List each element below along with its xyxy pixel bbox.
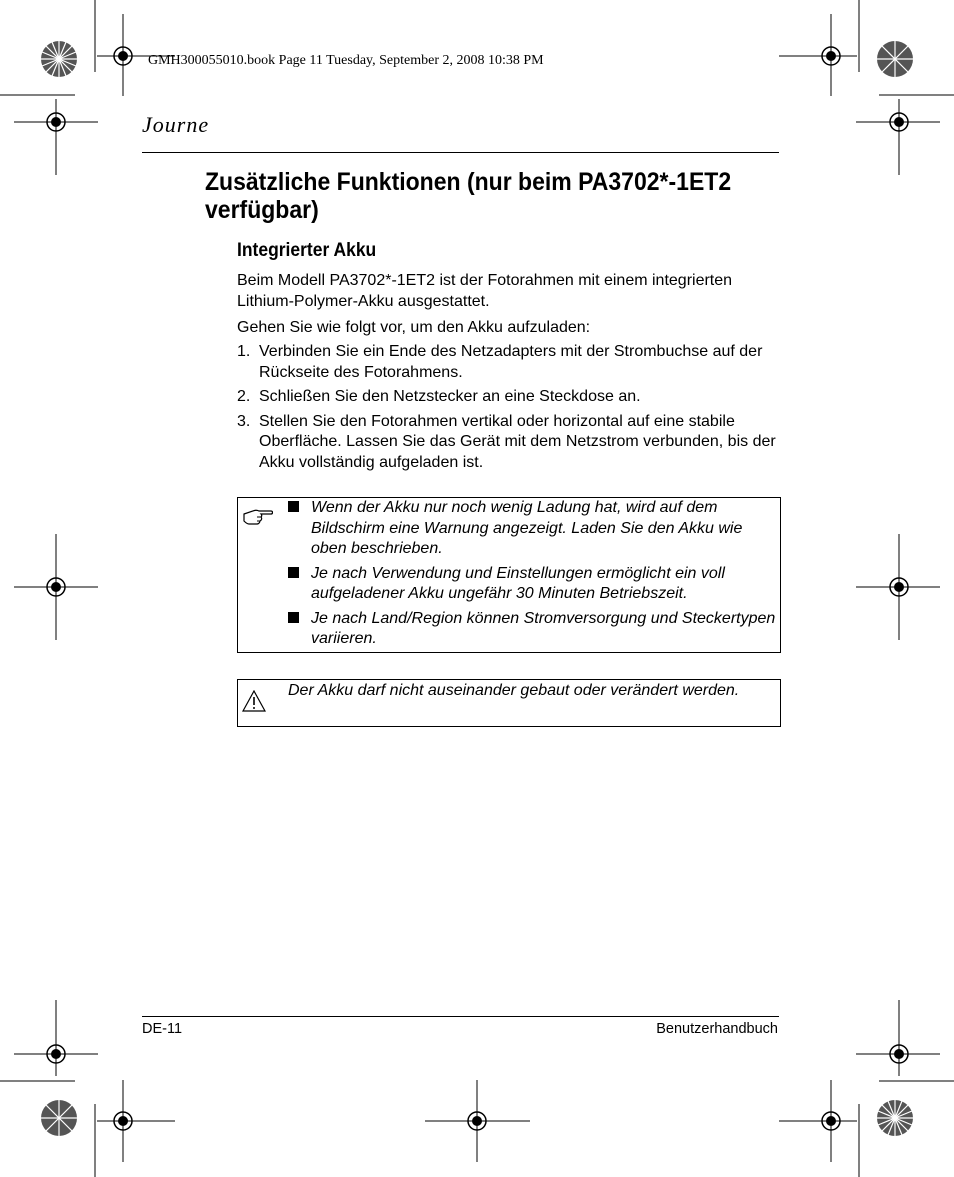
note-text: Wenn der Akku nur noch wenig Ladung hat, wird auf dem Bildschirm eine Warnung angezeigt. Laden Sie den Akku wie oben beschrieben. [311, 499, 743, 557]
step-number: 3. [237, 412, 251, 430]
warning-box [237, 679, 781, 727]
header-rule [142, 152, 779, 153]
slug-line: GMH300055010.book Page 11 Tuesday, September 2, 2008 10:38 PM [148, 53, 544, 68]
note-list [288, 498, 776, 654]
pointing-hand-icon [243, 508, 273, 526]
step-text: Stellen Sie den Fotorahmen vertikal oder horizontal auf eine stabile Oberfläche. Lassen Sie das Gerät mit dem Netzstrom verbunden, bis der Akku vollständig aufgeladen ist. [259, 412, 776, 471]
subsection-title: Integrierter Akku [237, 240, 377, 261]
instruction-paragraph: Gehen Sie wie folgt vor, um den Akku aufzuladen: [237, 319, 591, 336]
warning-triangle-icon [242, 690, 266, 712]
bullet-square-icon [288, 501, 299, 512]
brand-logo: Journe [142, 112, 210, 137]
footer-rule [142, 1016, 779, 1017]
note-box [237, 497, 781, 653]
step-number: 2. [237, 388, 251, 405]
manual-name: Benutzerhandbuch [656, 1021, 778, 1037]
step-text: Schließen Sie den Netzstecker an eine Steckdose an. [259, 388, 641, 405]
note-item [288, 498, 776, 560]
step-item [237, 342, 782, 383]
note-text: Je nach Verwendung und Einstellungen ermöglicht ein voll aufgeladener Akku ungefähr 30 Minuten Betriebszeit. [311, 564, 725, 602]
bullet-square-icon [288, 612, 299, 623]
note-item [288, 609, 776, 650]
warning-text: Der Akku darf nicht auseinander gebaut oder verändert werden. [288, 682, 740, 699]
section-title: Zusätzliche Funktionen (nur beim PA3702*-1ET2 verfügbar) [205, 168, 732, 224]
step-number: 1. [237, 343, 251, 360]
note-text: Je nach Land/Region können Stromversorgung und Steckertypen variieren. [311, 609, 776, 647]
intro-paragraph: Beim Modell PA3702*-1ET2 ist der Fotorahmen mit einem integrierten Lithium-Polymer-Akku ausgestattet. [237, 272, 733, 310]
step-item [237, 387, 782, 408]
step-item [237, 412, 782, 474]
note-item [288, 564, 776, 605]
page-number: DE-11 [142, 1021, 183, 1037]
steps-list [237, 342, 782, 477]
bullet-square-icon [288, 567, 299, 578]
step-text: Verbinden Sie ein Ende des Netzadapters mit der Strombuchse auf der Rückseite des Fotorahmens. [259, 343, 763, 381]
